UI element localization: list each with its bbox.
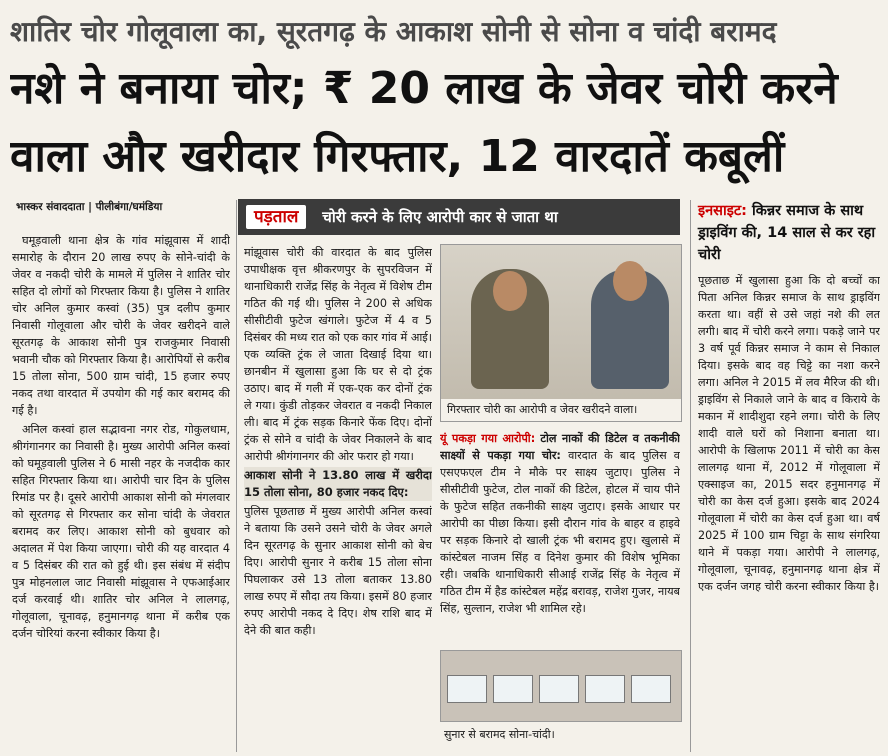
subheading: आकाश सोनी ने 13.80 लाख में खरीदा 15 तोला सोना, 80 हजार नकद दिए:: [244, 468, 432, 499]
insight-title: किन्नर समाज के साथ ड्राइविंग की, 14 साल से कर रहा चोरी: [698, 203, 876, 263]
insight-tag: इनसाइट:: [698, 203, 747, 219]
jewelry-box: [585, 675, 625, 703]
jewelry-box: [631, 675, 671, 703]
photo-caption: सुनार से बरामद सोना-चांदी।: [444, 728, 555, 741]
column-divider: [690, 200, 691, 752]
paragraph: अनिल कस्वां हाल सद्भावना नगर रोड, गोकुलधाम, श्रीगंगानगर का निवासी है। मुख्य आरोपी अनिल कस्वां को घमूड़वाली पुलिस ने 6 मासी नहर के नजदीक कार सहित गिरफ्तार किया था। आरोपी चार दिन के पुलिस रिमांड पर है। दूसरे आरोपी आकाश सोनी को मंगलवार को सूरतगढ़ से गिरफ्तार कर सोना चांदी के जेवरात बरामद कर लिए। आकाश सोनी को बुधवार को अदालत में पेश किया जाएगा। चोरी की यह वारदात 4 व 5 दिसंबर की रात को हुई थी। इस संबंध में संदीप पुत्र मोहनलाल जाट निवासी मांझूवास ने एफआईआर दर्ज करवाई थी। शातिर चोर अनिल ने लालगढ़, गोलूवाला, चूनावढ़, हनुमानगढ़ थाना में करीब एक दर्जन चोरियां करना स्वीकार किया है।: [12, 423, 230, 640]
main-headline-line1: नशे ने बनाया चोर; ₹ 20 लाख के जेवर चोरी करने: [10, 63, 838, 114]
section-banner: [238, 199, 680, 235]
column-divider: [236, 200, 237, 752]
main-headline-line2: वाला और खरीदार गिरफ्तार, 12 वारदातें कबूलीं: [10, 131, 785, 182]
recovered-jewelry-photo: [440, 650, 682, 722]
article-column-3: [440, 430, 680, 644]
article-column-1: [12, 232, 230, 752]
photo-caption: गिरफ्तार चोरी का आरोपी व जेवर खरीदने वाला।: [441, 399, 681, 421]
section-lead-text: टोल नाकों की डिटेल व तकनीकी साक्ष्यों से पकड़ा गया चोर:: [440, 432, 680, 462]
person-head: [493, 271, 527, 311]
jewelry-box: [539, 675, 579, 703]
section-lead: यूं पकड़ा गया आरोपी:: [440, 432, 536, 445]
paragraph: घमूड़वाली थाना क्षेत्र के गांव मांझूवास में शादी समारोह के दौरान 20 लाख रुपए के सोने-चांदी के जेवर व नकदी चोरी के मामले में पुलिस ने शातिर चोर सहित दो लोगों को गिरफ्तार किया है। पुलिस ने शातिर चोर अनिल कुमार कस्वां (35) पुत्र दलीप कुमार निवासी गोलूवाला और चोरी के जेवर खरीदने वाले सूरतगढ़ के आकाश सोनी पुत्र राजकुमार निवासी भवानी चौक को गिरफ्तार किया है। आरोपियों से करीब 15 तोला सोना, 500 ग्राम चांदी, 15 हजार रुपए नकद तथा वारदात में उपयोग की गई कार बरामद की गई है।: [12, 234, 230, 417]
paragraph: वारदात के बाद पुलिस व एसएफएल टीम ने मौके पर साक्ष्य जुटाए। पुलिस ने सीसीटीवी फुटेज, टोल नाकों की डिटेल, होटल में चाय पीने के फुटेज सहित तकनीकी साक्ष्य जुटाए। इसके आधार पर आरोपी का पीछा किया। इसी दौरान गांव के बाहर व हाइवे पर सड़क किनारे दो खाली ट्रंक भी बरामद हुए। खुलासे में कांस्टेबल नाजम सिंह व दिनेश कुमार की विशेष भूमिका रही। जबकि थानाधिकारी सीआई राजेंद्र सिंह के नेतृत्व में गठित टीम में हैड कांस्टेबल महेंद्र बरावड़, राजेश गुजर, नायब सिंह, सुल्तान, राजेश भी शामिल रहे।: [440, 449, 680, 615]
article-column-4: पूछताछ में खुलासा हुआ कि दो बच्चों का पिता अनिल किन्नर समाज के साथ ड्राइविंग करता था। वहीं से उसे जहां नशे की लत लगी। बाद में चोरी करने लगा। पकड़े जाने पर 3 वर्ष पूर्व किन्नर समाज ने काम से निकाल दिया। इसके बाद वह चिट्टे का नशा करने लगा। अनिल ने 2015 में लव मैरिज की थी। ड्राइविंग से निकाले जाने के बाद व किराये के मकान में शादीशुदा रहने लगा। चोरी के लिए शादी वाले घरों को निशाना बनाता था। आरोपी के खिलाफ 2011 में चोरी का केस लालगढ़ थाना में, 2012 में गोलूवाला में एक्साइज का, 2015 सदर हनुमानगढ़ में चोरी का केस दर्ज हुआ। इसके बाद 2024 गोलूवाला में चोरी का केस दर्ज हुआ था। वर्ष 2025 में 100 ग्राम चिट्टा के साथ संगरिया थाने में पकड़ा गया। आरोपी ने लालगढ़, गोलूवाला, चूनावढ़, हनुमानगढ़ थाना क्षेत्र में एक दर्जन जगह चोरी करना स्वीकार किया है।: [698, 274, 880, 593]
insight-heading: [698, 200, 880, 266]
banner-text: चोरी करने के लिए आरोपी कार से जाता था: [322, 208, 558, 226]
jewelry-box: [493, 675, 533, 703]
jewelry-box: [447, 675, 487, 703]
byline: भास्कर संवाददाता | पीलीबंगा/घमंडिया: [16, 201, 163, 213]
paragraph: मांझूवास चोरी की वारदात के बाद पुलिस उपाधीक्षक वृत्त श्रीकरणपुर के सुपरविजन में थानाधिकारी राजेंद्र सिंह के नेतृत्व में विशेष टीम गठित की गई थी। पुलिस ने 200 से अधिक सीसीटीवी फुटेज खंगाले। फुटेज में 4 व 5 दिसंबर की मध्य रात को एक कार गांव में आई। एक व्यक्ति ट्रंक ले जाता दिखाई दिया था। छानबीन में खुलासा हुआ कि घर से दो ट्रंक उठाए। बाद में गली में एक-एक कर दोनों ट्रंक ले गया। कुंडी तोड़कर जेवरात व नकदी निकाल ली। बाद में ट्रंक सड़क किनारे फेंक दिए। दोनों ट्रंक से सोने व चांदी के जेवर निकालने के बाद आरोपी श्रीगंगानगर की ओर फरार हो गया।: [244, 246, 432, 463]
kicker-headline: शातिर चोर गोलूवाला का, सूरतगढ़ के आकाश सोनी से सोना व चांदी बरामद: [10, 15, 777, 48]
accused-photo: [440, 244, 682, 422]
paragraph: पुलिस पूछताछ में मुख्य आरोपी अनिल कस्वां ने बताया कि उसने उसने चोरी के जेवर अगले दिन सूरतगढ़ के सुनार आकाश सोनी को बेच दिए। आरोपी सुनार ने करीब 15 तोला सोना पिघलाकर उसे 13 तोला बताकर 13.80 लाख रुपए में सौदा तय किया। इसमें 80 हजार रुपए आरोपी नकद दे दिए। शेष राशि बाद में देने की बात कही।: [244, 505, 432, 637]
banner-tag: पड़ताल: [246, 205, 306, 229]
article-column-2: [244, 244, 432, 750]
person-head: [613, 261, 647, 301]
